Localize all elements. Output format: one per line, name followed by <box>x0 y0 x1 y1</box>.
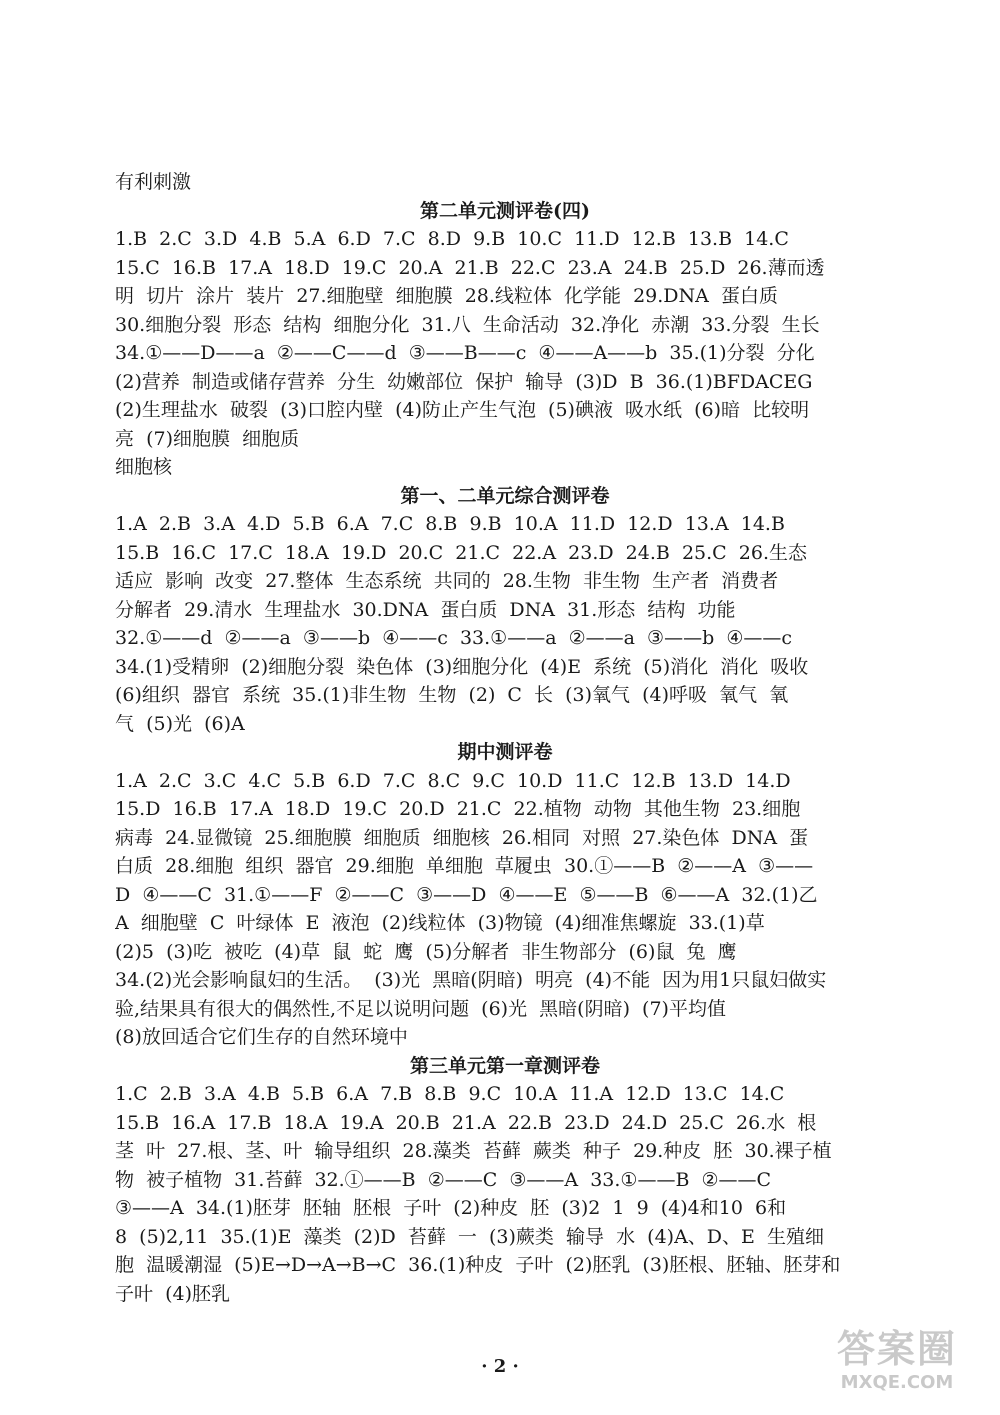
answer-line: 15.D 16.B 17.A 18.D 19.C 20.D 21.C 22.植物 动物 其他生物 23.细胞 <box>115 798 801 820</box>
answer-line: 1.A 2.C 3.C 4.C 5.B 6.D 7.C 8.C 9.C 10.D 11.C 12.B 13.D 14.D <box>115 769 791 792</box>
answer-line: 气 (5)光 (6)A <box>115 712 245 735</box>
answer-line: 亮 (7)细胞膜 细胞质 <box>115 427 300 450</box>
answer-line: 茎 叶 27.根、茎、叶 输导组织 28.藻类 苔藓 蕨类 种子 29.种皮 胚 30.裸子植 <box>115 1140 832 1162</box>
answer-line: 细胞核 <box>115 456 173 478</box>
answer-line: (6)组织 器官 系统 35.(1)非生物 生物 (2) C 长 (3)氧气 (4)呼吸 氧气 氧 <box>115 684 789 706</box>
answer-line: 物 被子植物 31.苔藓 32.①——B ②——C ③——A 33.①——B ②——C <box>115 1168 772 1191</box>
answer-key-content <box>115 168 895 1308</box>
answer-line: (2)5 (3)吃 被吃 (4)草 鼠 蛇 鹰 (5)分解者 非生物部分 (6)鼠 兔 鹰 <box>115 940 737 963</box>
answer-line: 病毒 24.显微镜 25.细胞膜 细胞质 细胞核 26.相同 对照 27.染色体 DNA 蛋 <box>115 826 809 849</box>
answer-line: 白质 28.细胞 组织 器官 29.细胞 单细胞 草履虫 30.①——B ②——A ③—— <box>115 855 814 877</box>
answer-line: 15.C 16.B 17.A 18.D 19.C 20.A 21.B 22.C 23.A 24.B 25.D 26.薄而透 <box>115 256 825 279</box>
answer-line: 30.细胞分裂 形态 结构 细胞分化 31.八 生命活动 32.净化 赤潮 33.分裂 生长 <box>115 313 820 336</box>
section-heading: 第二单元测评卷(四) <box>420 199 590 222</box>
answer-line: 胞 温暖潮湿 (5)E→D→A→B→C 36.(1)种皮 子叶 (2)胚乳 (3)胚根、胚轴、胚芽和 <box>115 1254 841 1276</box>
watermark-logo-text: 答案圈 <box>836 1326 957 1371</box>
answer-line: 34.(2)光会影响鼠妇的生活。 (3)光 黑暗(阴暗) 明亮 (4)不能 因为用1只鼠妇做实 <box>115 969 827 991</box>
answer-line: 1.B 2.C 3.D 4.B 5.A 6.D 7.C 8.D 9.B 10.C 11.D 12.B 13.B 14.C <box>115 228 789 250</box>
answer-line: ③——A 34.(1)胚芽 胚轴 胚根 子叶 (2)种皮 胚 (3)2 1 9 (4)4和10 6和 <box>115 1197 787 1219</box>
answer-line: 适应 影响 改变 27.整体 生态系统 共同的 28.生物 非生物 生产者 消费者 <box>115 570 779 592</box>
answer-line: 验,结果具有很大的偶然性,不足以说明问题 (6)光 黑暗(阴暗) (7)平均值 <box>115 997 726 1020</box>
answer-line: A 细胞壁 C 叶绿体 E 液泡 (2)线粒体 (3)物镜 (4)细准焦螺旋 33.(1)草 <box>115 912 765 934</box>
answer-line: 1.A 2.B 3.A 4.D 5.B 6.A 7.C 8.B 9.B 10.A 11.D 12.D 13.A 14.B <box>115 513 785 535</box>
answer-line: (2)生理盐水 破裂 (3)口腔内壁 (4)防止产生气泡 (5)碘液 吸水纸 (6)暗 比较明 <box>115 399 810 421</box>
answer-line: 子叶 (4)胚乳 <box>115 1282 230 1305</box>
answer-line: D ④——C 31.①——F ②——C ③——D ④——E ⑤——B ⑥——A 32.(1)乙 <box>115 883 818 906</box>
answer-line: (2)营养 制造或储存营养 分生 幼嫩部位 保护 输导 (3)D B 36.(1)BFDACEG <box>115 370 813 393</box>
answer-line: 8 (5)2,11 35.(1)E 藻类 (2)D 苔藓 一 (3)蕨类 输导 水 (4)A、D、E 生殖细 <box>115 1225 824 1248</box>
section-heading: 第一、二单元综合测评卷 <box>400 484 610 507</box>
answer-line: 32.①——d ②——a ③——b ④——c 33.①——a ②——a ③——b ④——c <box>115 627 793 649</box>
answer-line: (8)放回适合它们生存的自然环境中 <box>115 1026 408 1048</box>
answer-line: 明 切片 涂片 装片 27.细胞壁 细胞膜 28.线粒体 化学能 29.DNA 蛋白质 <box>115 285 778 307</box>
answer-line: 34.①——D——a ②——C——d ③——B——c ④——A——b 35.(1)分裂 分化 <box>115 342 815 364</box>
watermark-url: MXQE.COM <box>840 1372 954 1393</box>
watermark-logo <box>812 1327 982 1405</box>
section-heading: 第三单元第一章测评卷 <box>409 1054 600 1077</box>
answer-line: 1.C 2.B 3.A 4.B 5.B 6.A 7.B 8.B 9.C 10.A 11.A 12.D 13.C 14.C <box>115 1083 785 1105</box>
answer-line: 分解者 29.清水 生理盐水 30.DNA 蛋白质 DNA 31.形态 结构 功能 <box>115 598 736 621</box>
answer-line: 15.B 16.C 17.C 18.A 19.D 20.C 21.C 22.A 23.D 24.B 25.C 26.生态 <box>115 541 807 564</box>
page-number: · 2 · <box>481 1356 519 1377</box>
section-heading: 期中测评卷 <box>457 741 553 763</box>
answer-line: 34.(1)受精卵 (2)细胞分裂 染色体 (3)细胞分化 (4)E 系统 (5)消化 消化 吸收 <box>115 655 809 678</box>
answer-line: 有利刺激 <box>115 171 192 193</box>
answer-line: 15.B 16.A 17.B 18.A 19.A 20.B 21.A 22.B 23.D 24.D 25.C 26.水 根 <box>115 1111 817 1134</box>
